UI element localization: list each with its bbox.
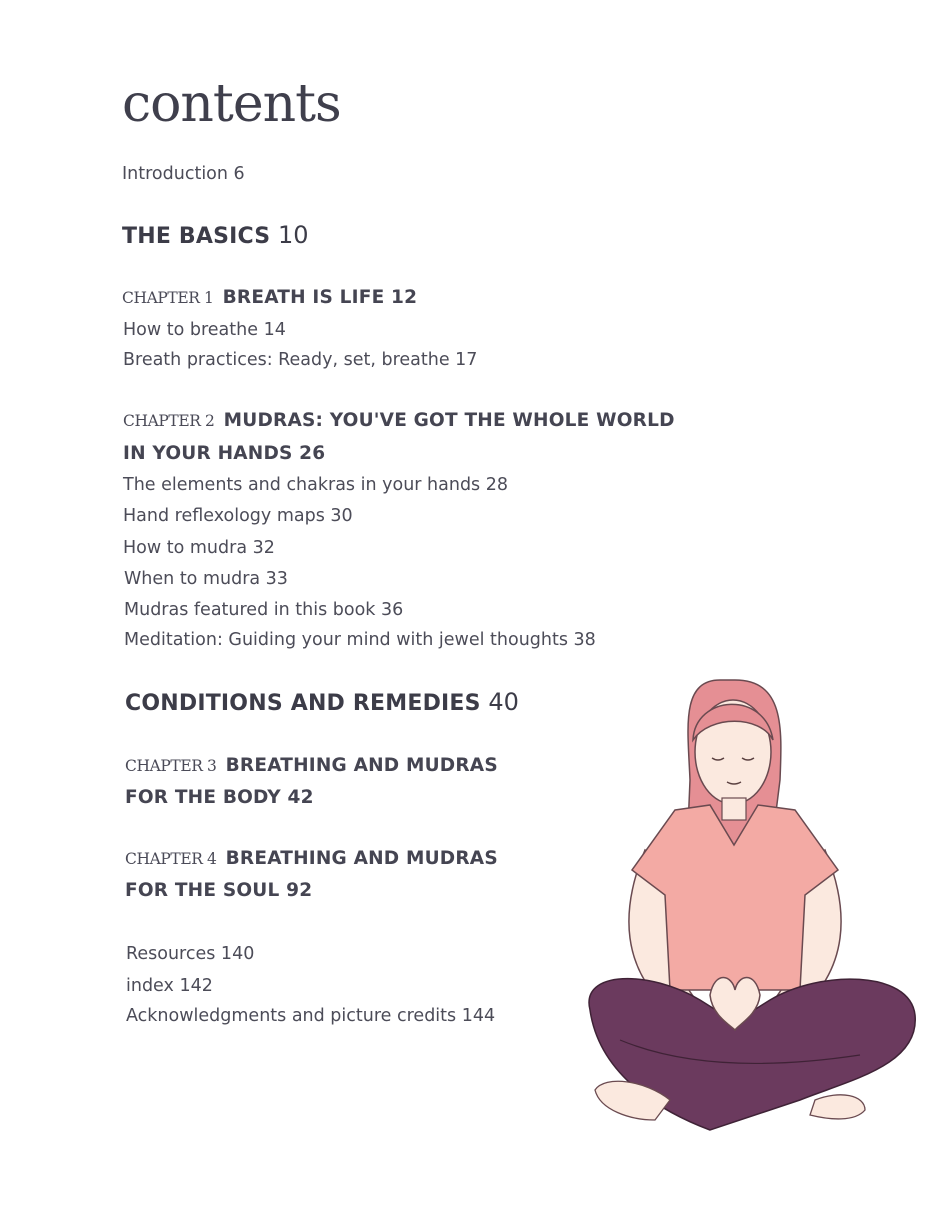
chapter-title: FOR THE BODY 42 (125, 787, 314, 808)
toc-item[interactable]: When to mudra 33 (124, 569, 288, 589)
chapter-title: BREATHING AND MUDRAS (225, 848, 498, 869)
toc-item[interactable]: How to breathe 14 (123, 320, 286, 340)
section-title: CONDITIONS AND REMEDIES (125, 691, 481, 716)
toc-chapter-4-continued[interactable] (125, 882, 312, 901)
chapter-label: CHAPTER 1 (122, 289, 214, 307)
chapter-title: BREATH IS LIFE 12 (222, 287, 418, 308)
section-page: 10 (270, 221, 309, 249)
toc-chapter-2-continued[interactable] (123, 445, 325, 464)
toc-intro[interactable]: Introduction 6 (122, 164, 245, 184)
toc-item[interactable]: Hand reflexology maps 30 (123, 506, 353, 526)
toc-chapter-2[interactable] (123, 412, 675, 431)
toc-chapter-3-continued[interactable] (125, 789, 314, 808)
chapter-title: FOR THE SOUL 92 (125, 880, 313, 901)
chapter-title: MUDRAS: YOU'VE GOT THE WHOLE WORLD (223, 410, 675, 431)
chapter-label: CHAPTER 4 (125, 850, 217, 868)
toc-item[interactable]: Resources 140 (126, 944, 255, 964)
chapter-title: IN YOUR HANDS 26 (123, 443, 326, 464)
toc-section-basics[interactable] (122, 223, 309, 248)
chapter-label: CHAPTER 2 (123, 412, 215, 430)
toc-item[interactable]: The elements and chakras in your hands 28 (123, 475, 508, 495)
toc-chapter-4[interactable] (125, 850, 498, 869)
section-page: 40 (480, 688, 519, 716)
toc-item[interactable]: Meditation: Guiding your mind with jewel thoughts 38 (124, 630, 596, 650)
toc-section-conditions[interactable] (125, 690, 519, 715)
chapter-title: BREATHING AND MUDRAS (225, 755, 498, 776)
toc-item[interactable]: Breath practices: Ready, set, breathe 17 (123, 350, 478, 370)
toc-item[interactable]: Mudras featured in this book 36 (124, 600, 404, 620)
toc-item[interactable]: index 142 (126, 976, 213, 996)
toc-chapter-3[interactable] (125, 757, 498, 776)
foot-icon (810, 1095, 865, 1119)
page-title: contents (122, 74, 341, 134)
chapter-label: CHAPTER 3 (125, 757, 217, 775)
meditating-woman-illustration (560, 670, 930, 1140)
section-title: THE BASICS (122, 224, 271, 249)
toc-chapter-1[interactable] (122, 289, 417, 308)
toc-item[interactable]: How to mudra 32 (123, 538, 275, 558)
toc-item[interactable]: Acknowledgments and picture credits 144 (126, 1006, 496, 1026)
